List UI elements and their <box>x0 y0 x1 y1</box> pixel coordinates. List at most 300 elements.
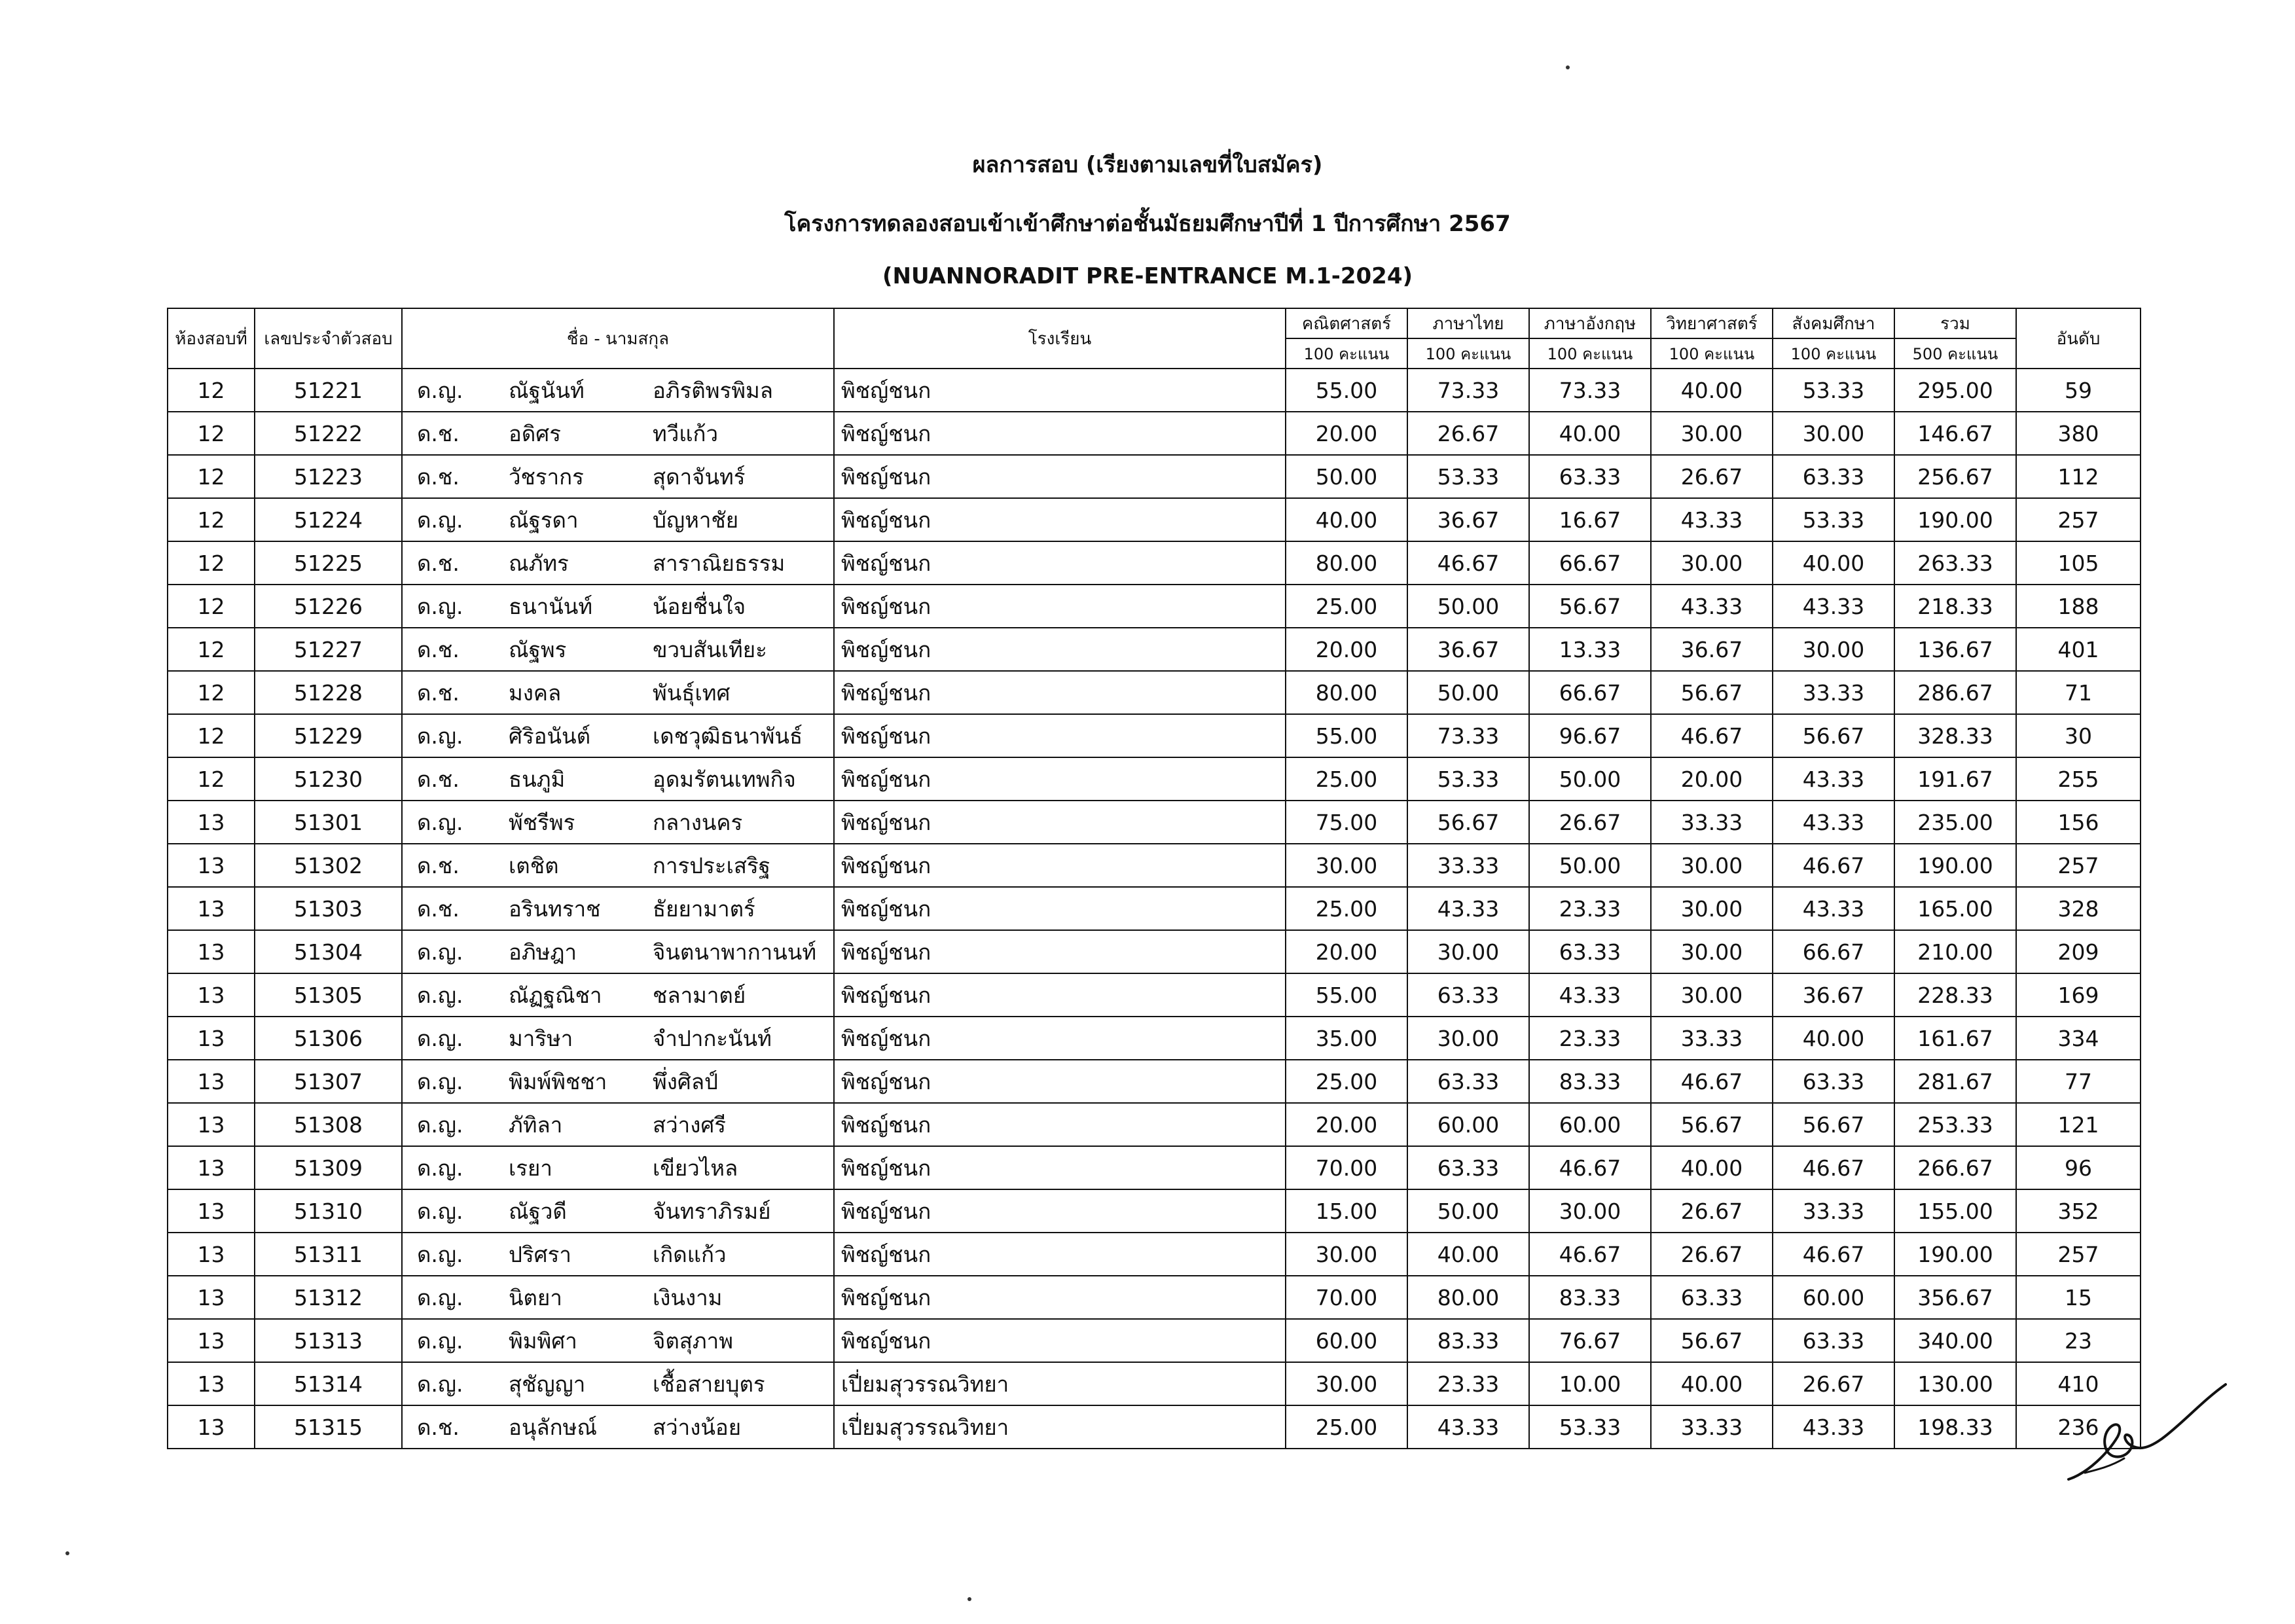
name-cell <box>402 1233 834 1276</box>
science-score-cell: 40.00 <box>1651 1362 1773 1405</box>
rank-cell: 410 <box>2016 1362 2141 1405</box>
social-score-cell: 63.33 <box>1773 1060 1894 1103</box>
title-text: ด.ญ. <box>417 1371 463 1397</box>
rank-cell: 334 <box>2016 1017 2141 1060</box>
total-score-cell: 161.67 <box>1894 1017 2016 1060</box>
total-score-cell: 328.33 <box>1894 714 2016 757</box>
math-score-cell: 50.00 <box>1286 455 1407 498</box>
social-score-cell: 26.67 <box>1773 1362 1894 1405</box>
math-score-cell: 70.00 <box>1286 1146 1407 1189</box>
exam-id-cell: 51314 <box>255 1362 402 1405</box>
math-score-cell: 25.00 <box>1286 1405 1407 1449</box>
thai-score-cell: 26.67 <box>1407 412 1529 455</box>
school-cell: พิชญ์ชนก <box>834 1146 1286 1189</box>
social-score-cell: 46.67 <box>1773 1146 1894 1189</box>
room-cell: 12 <box>168 714 255 757</box>
school-cell: พิชญ์ชนก <box>834 369 1286 412</box>
social-score-cell: 33.33 <box>1773 671 1894 714</box>
header-rank: อันดับ <box>2016 308 2141 369</box>
school-cell: พิชญ์ชนก <box>834 1319 1286 1362</box>
science-score-cell: 26.67 <box>1651 1233 1773 1276</box>
title-text: ด.ญ. <box>417 507 463 533</box>
science-score-cell: 56.67 <box>1651 1319 1773 1362</box>
exam-id-cell: 51304 <box>255 930 402 973</box>
school-cell: พิชญ์ชนก <box>834 757 1286 801</box>
thai-score-cell: 50.00 <box>1407 671 1529 714</box>
last-name-text: ขวบสันเทียะ <box>653 636 767 662</box>
school-cell: พิชญ์ชนก <box>834 585 1286 628</box>
total-score-cell: 340.00 <box>1894 1319 2016 1362</box>
name-cell <box>402 369 834 412</box>
science-score-cell: 46.67 <box>1651 1060 1773 1103</box>
name-cell <box>402 930 834 973</box>
max-score-social: 100 คะแนน <box>1773 338 1894 369</box>
max-score-science: 100 คะแนน <box>1651 338 1773 369</box>
math-score-cell: 20.00 <box>1286 412 1407 455</box>
exam-id-cell: 51230 <box>255 757 402 801</box>
name-cell <box>402 671 834 714</box>
rank-cell: 255 <box>2016 757 2141 801</box>
exam-id-cell: 51312 <box>255 1276 402 1319</box>
document-title: ผลการสอบ (เรียงตามเลขที่ใบสมัคร) <box>972 152 1323 178</box>
school-cell: พิชญ์ชนก <box>834 671 1286 714</box>
name-cell <box>402 1405 834 1449</box>
social-score-cell: 63.33 <box>1773 455 1894 498</box>
title-text: ด.ช. <box>417 463 460 490</box>
math-score-cell: 20.00 <box>1286 628 1407 671</box>
first-name-text: ณัฏฐณิชา <box>509 982 602 1008</box>
header-school: โรงเรียน <box>834 308 1286 369</box>
rank-cell: 236 <box>2016 1405 2141 1449</box>
first-name-text: ภัทิลา <box>509 1111 563 1138</box>
name-cell <box>402 1319 834 1362</box>
total-score-cell: 263.33 <box>1894 541 2016 585</box>
english-score-cell: 10.00 <box>1529 1362 1651 1405</box>
table-row <box>168 930 2141 973</box>
table-row <box>168 801 2141 844</box>
first-name-text: อภิษฎา <box>509 939 577 965</box>
social-score-cell: 60.00 <box>1773 1276 1894 1319</box>
room-cell: 13 <box>168 1233 255 1276</box>
total-score-cell: 165.00 <box>1894 887 2016 930</box>
english-score-cell: 16.67 <box>1529 498 1651 541</box>
science-score-cell: 30.00 <box>1651 930 1773 973</box>
exam-id-cell: 51306 <box>255 1017 402 1060</box>
room-cell: 13 <box>168 1103 255 1146</box>
first-name-text: เรยา <box>509 1155 552 1181</box>
math-score-cell: 55.00 <box>1286 714 1407 757</box>
table-row <box>168 1233 2141 1276</box>
exam-id-cell: 51226 <box>255 585 402 628</box>
english-score-cell: 43.33 <box>1529 973 1651 1017</box>
last-name-text: ชลามาตย์ <box>653 982 746 1008</box>
math-score-cell: 60.00 <box>1286 1319 1407 1362</box>
table-row <box>168 844 2141 887</box>
title-text: ด.ญ. <box>417 1327 463 1354</box>
name-cell <box>402 714 834 757</box>
scan-speck <box>1566 65 1570 69</box>
thai-score-cell: 50.00 <box>1407 1189 1529 1233</box>
exam-id-cell: 51302 <box>255 844 402 887</box>
science-score-cell: 20.00 <box>1651 757 1773 801</box>
max-score-math: 100 คะแนน <box>1286 338 1407 369</box>
rank-cell: 96 <box>2016 1146 2141 1189</box>
school-cell: พิชญ์ชนก <box>834 1276 1286 1319</box>
school-cell: พิชญ์ชนก <box>834 973 1286 1017</box>
name-cell <box>402 1189 834 1233</box>
school-cell: พิชญ์ชนก <box>834 801 1286 844</box>
total-score-cell: 136.67 <box>1894 628 2016 671</box>
first-name-text: สุชัญญา <box>509 1371 586 1397</box>
results-body <box>168 369 2141 1449</box>
social-score-cell: 43.33 <box>1773 757 1894 801</box>
thai-score-cell: 80.00 <box>1407 1276 1529 1319</box>
exam-id-cell: 51228 <box>255 671 402 714</box>
room-cell: 13 <box>168 1060 255 1103</box>
last-name-text: ธัยยามาตร์ <box>653 895 755 922</box>
first-name-text: มงคล <box>509 679 562 706</box>
table-row <box>168 671 2141 714</box>
title-text: ด.ญ. <box>417 1068 463 1094</box>
rank-cell: 59 <box>2016 369 2141 412</box>
school-cell: พิชญ์ชนก <box>834 498 1286 541</box>
total-score-cell: 256.67 <box>1894 455 2016 498</box>
name-cell <box>402 1103 834 1146</box>
room-cell: 12 <box>168 369 255 412</box>
name-cell <box>402 1276 834 1319</box>
rank-cell: 23 <box>2016 1319 2141 1362</box>
table-row <box>168 973 2141 1017</box>
table-row <box>168 1276 2141 1319</box>
rank-cell: 112 <box>2016 455 2141 498</box>
school-cell: พิชญ์ชนก <box>834 887 1286 930</box>
thai-score-cell: 43.33 <box>1407 1405 1529 1449</box>
table-row <box>168 1362 2141 1405</box>
room-cell: 13 <box>168 1146 255 1189</box>
last-name-text: จำปากะนันท์ <box>653 1025 772 1051</box>
rank-cell: 380 <box>2016 412 2141 455</box>
max-score-english: 100 คะแนน <box>1529 338 1651 369</box>
first-name-text: อรินทราช <box>509 895 601 922</box>
header-row <box>168 308 2141 338</box>
school-cell: เปี่ยมสุวรรณวิทยา <box>834 1362 1286 1405</box>
scan-speck <box>967 1597 971 1601</box>
social-score-cell: 53.33 <box>1773 498 1894 541</box>
english-score-cell: 23.33 <box>1529 887 1651 930</box>
math-score-cell: 55.00 <box>1286 369 1407 412</box>
total-score-cell: 295.00 <box>1894 369 2016 412</box>
science-score-cell: 40.00 <box>1651 1146 1773 1189</box>
table-row <box>168 1405 2141 1449</box>
rank-cell: 30 <box>2016 714 2141 757</box>
name-cell <box>402 844 834 887</box>
max-score-thai: 100 คะแนน <box>1407 338 1529 369</box>
science-score-cell: 33.33 <box>1651 1017 1773 1060</box>
english-score-cell: 30.00 <box>1529 1189 1651 1233</box>
science-score-cell: 40.00 <box>1651 369 1773 412</box>
thai-score-cell: 50.00 <box>1407 585 1529 628</box>
room-cell: 13 <box>168 1362 255 1405</box>
name-cell <box>402 628 834 671</box>
rank-cell: 401 <box>2016 628 2141 671</box>
title-text: ด.ญ. <box>417 1284 463 1310</box>
table-row <box>168 887 2141 930</box>
english-score-cell: 46.67 <box>1529 1233 1651 1276</box>
math-score-cell: 35.00 <box>1286 1017 1407 1060</box>
social-score-cell: 66.67 <box>1773 930 1894 973</box>
last-name-text: จิตสุภาพ <box>653 1327 733 1354</box>
exam-id-cell: 51301 <box>255 801 402 844</box>
first-name-text: ณัฐพร <box>509 636 567 662</box>
table-row <box>168 455 2141 498</box>
thai-score-cell: 36.67 <box>1407 628 1529 671</box>
thai-score-cell: 46.67 <box>1407 541 1529 585</box>
name-cell <box>402 541 834 585</box>
title-text: ด.ญ. <box>417 809 463 835</box>
school-cell: พิชญ์ชนก <box>834 412 1286 455</box>
first-name-text: ณัฐนันท์ <box>509 377 585 403</box>
exam-id-cell: 51307 <box>255 1060 402 1103</box>
last-name-text: พันธุ์เทศ <box>653 679 731 706</box>
title-text: ด.ญ. <box>417 377 463 403</box>
room-cell: 13 <box>168 1319 255 1362</box>
last-name-text: กลางนคร <box>653 809 743 835</box>
science-score-cell: 43.33 <box>1651 498 1773 541</box>
exam-id-cell: 51315 <box>255 1405 402 1449</box>
thai-score-cell: 73.33 <box>1407 714 1529 757</box>
rank-cell: 156 <box>2016 801 2141 844</box>
social-score-cell: 63.33 <box>1773 1319 1894 1362</box>
science-score-cell: 30.00 <box>1651 541 1773 585</box>
total-score-cell: 228.33 <box>1894 973 2016 1017</box>
school-cell: พิชญ์ชนก <box>834 541 1286 585</box>
last-name-text: เงินงาม <box>653 1284 723 1310</box>
rank-cell: 257 <box>2016 1233 2141 1276</box>
last-name-text: อภิรติพรพิมล <box>653 377 773 403</box>
rank-cell: 257 <box>2016 498 2141 541</box>
english-score-cell: 66.67 <box>1529 541 1651 585</box>
room-cell: 13 <box>168 1276 255 1319</box>
scan-speck <box>65 1551 69 1555</box>
social-score-cell: 53.33 <box>1773 369 1894 412</box>
school-cell: เปี่ยมสุวรรณวิทยา <box>834 1405 1286 1449</box>
title-text: ด.ช. <box>417 679 460 706</box>
science-score-cell: 26.67 <box>1651 1189 1773 1233</box>
exam-id-cell: 51225 <box>255 541 402 585</box>
science-score-cell: 30.00 <box>1651 973 1773 1017</box>
science-score-cell: 30.00 <box>1651 887 1773 930</box>
title-text: ด.ญ. <box>417 1241 463 1267</box>
last-name-text: สว่างน้อย <box>653 1414 742 1440</box>
thai-score-cell: 53.33 <box>1407 757 1529 801</box>
rank-cell: 77 <box>2016 1060 2141 1103</box>
room-cell: 12 <box>168 628 255 671</box>
exam-id-cell: 51227 <box>255 628 402 671</box>
math-score-cell: 30.00 <box>1286 1362 1407 1405</box>
last-name-text: การประเสริฐ <box>653 852 770 878</box>
science-score-cell: 56.67 <box>1651 1103 1773 1146</box>
table-row <box>168 541 2141 585</box>
room-cell: 13 <box>168 844 255 887</box>
last-name-text: จันทราภิรมย์ <box>653 1198 771 1224</box>
social-score-cell: 46.67 <box>1773 1233 1894 1276</box>
rank-cell: 209 <box>2016 930 2141 973</box>
last-name-text: อุดมรัตนเทพกิจ <box>653 766 796 792</box>
science-score-cell: 56.67 <box>1651 671 1773 714</box>
social-score-cell: 46.67 <box>1773 844 1894 887</box>
room-cell: 12 <box>168 671 255 714</box>
english-score-cell: 96.67 <box>1529 714 1651 757</box>
rank-cell: 71 <box>2016 671 2141 714</box>
thai-score-cell: 53.33 <box>1407 455 1529 498</box>
thai-score-cell: 30.00 <box>1407 930 1529 973</box>
room-cell: 13 <box>168 973 255 1017</box>
header-math: คณิตศาสตร์ <box>1286 308 1407 338</box>
english-score-cell: 63.33 <box>1529 455 1651 498</box>
header-science: วิทยาศาสตร์ <box>1651 308 1773 338</box>
name-cell <box>402 1060 834 1103</box>
english-score-cell: 13.33 <box>1529 628 1651 671</box>
math-score-cell: 25.00 <box>1286 585 1407 628</box>
table-row <box>168 585 2141 628</box>
english-score-cell: 60.00 <box>1529 1103 1651 1146</box>
total-score-cell: 130.00 <box>1894 1362 2016 1405</box>
total-score-cell: 146.67 <box>1894 412 2016 455</box>
thai-score-cell: 40.00 <box>1407 1233 1529 1276</box>
results-table <box>167 308 2141 1449</box>
thai-score-cell: 43.33 <box>1407 887 1529 930</box>
last-name-text: จินตนาพากานนท์ <box>653 939 817 965</box>
last-name-text: เขียวไหล <box>653 1155 738 1181</box>
thai-score-cell: 63.33 <box>1407 1146 1529 1189</box>
rank-cell: 169 <box>2016 973 2141 1017</box>
name-cell <box>402 498 834 541</box>
name-cell <box>402 412 834 455</box>
last-name-text: น้อยชื่นใจ <box>653 593 746 619</box>
school-cell: พิชญ์ชนก <box>834 1189 1286 1233</box>
social-score-cell: 33.33 <box>1773 1189 1894 1233</box>
science-score-cell: 36.67 <box>1651 628 1773 671</box>
thai-score-cell: 33.33 <box>1407 844 1529 887</box>
social-score-cell: 56.67 <box>1773 1103 1894 1146</box>
science-score-cell: 26.67 <box>1651 455 1773 498</box>
math-score-cell: 30.00 <box>1286 1233 1407 1276</box>
total-score-cell: 218.33 <box>1894 585 2016 628</box>
thai-score-cell: 63.33 <box>1407 1060 1529 1103</box>
last-name-text: บัญหาชัย <box>653 507 739 533</box>
table-row <box>168 412 2141 455</box>
total-score-cell: 356.67 <box>1894 1276 2016 1319</box>
title-text: ด.ญ. <box>417 982 463 1008</box>
title-text: ด.ญ. <box>417 723 463 749</box>
math-score-cell: 20.00 <box>1286 930 1407 973</box>
exam-id-cell: 51309 <box>255 1146 402 1189</box>
social-score-cell: 43.33 <box>1773 887 1894 930</box>
math-score-cell: 80.00 <box>1286 541 1407 585</box>
name-cell <box>402 1362 834 1405</box>
thai-score-cell: 36.67 <box>1407 498 1529 541</box>
thai-score-cell: 73.33 <box>1407 369 1529 412</box>
table-row <box>168 714 2141 757</box>
table-row <box>168 369 2141 412</box>
math-score-cell: 25.00 <box>1286 887 1407 930</box>
total-score-cell: 281.67 <box>1894 1060 2016 1103</box>
signature-image <box>2062 1375 2232 1486</box>
room-cell: 13 <box>168 887 255 930</box>
english-score-cell: 53.33 <box>1529 1405 1651 1449</box>
math-score-cell: 55.00 <box>1286 973 1407 1017</box>
last-name-text: สว่างศรี <box>653 1111 726 1138</box>
room-cell: 13 <box>168 801 255 844</box>
english-score-cell: 76.67 <box>1529 1319 1651 1362</box>
science-score-cell: 30.00 <box>1651 844 1773 887</box>
max-score-total: 500 คะแนน <box>1894 338 2016 369</box>
first-name-text: ณัฐรดา <box>509 507 579 533</box>
title-text: ด.ช. <box>417 895 460 922</box>
exam-id-cell: 51223 <box>255 455 402 498</box>
exam-id-cell: 51224 <box>255 498 402 541</box>
math-score-cell: 80.00 <box>1286 671 1407 714</box>
name-cell <box>402 1017 834 1060</box>
first-name-text: พัชรีพร <box>509 809 575 835</box>
table-row <box>168 1146 2141 1189</box>
thai-score-cell: 56.67 <box>1407 801 1529 844</box>
school-cell: พิชญ์ชนก <box>834 455 1286 498</box>
exam-id-cell: 51313 <box>255 1319 402 1362</box>
exam-id-cell: 51303 <box>255 887 402 930</box>
social-score-cell: 36.67 <box>1773 973 1894 1017</box>
first-name-text: ศิริอนันต์ <box>509 723 591 749</box>
thai-score-cell: 30.00 <box>1407 1017 1529 1060</box>
social-score-cell: 40.00 <box>1773 541 1894 585</box>
last-name-text: สุดาจันทร์ <box>653 463 746 490</box>
school-cell: พิชญ์ชนก <box>834 930 1286 973</box>
rank-cell: 328 <box>2016 887 2141 930</box>
first-name-text: อนุลักษณ์ <box>509 1414 597 1440</box>
header-room: ห้องสอบที่ <box>168 308 255 369</box>
school-cell: พิชญ์ชนก <box>834 844 1286 887</box>
table-row <box>168 498 2141 541</box>
first-name-text: มาริษา <box>509 1025 573 1051</box>
english-score-cell: 26.67 <box>1529 801 1651 844</box>
school-cell: พิชญ์ชนก <box>834 1060 1286 1103</box>
math-score-cell: 20.00 <box>1286 1103 1407 1146</box>
last-name-text: ทวีแก้ว <box>653 420 719 446</box>
room-cell: 12 <box>168 412 255 455</box>
thai-score-cell: 23.33 <box>1407 1362 1529 1405</box>
first-name-text: พิมพ์พิชชา <box>509 1068 607 1094</box>
last-name-text: สาราณิยธรรม <box>653 550 786 576</box>
room-cell: 13 <box>168 1017 255 1060</box>
header-exam-id: เลขประจำตัวสอบ <box>255 308 402 369</box>
science-score-cell: 30.00 <box>1651 412 1773 455</box>
name-cell <box>402 455 834 498</box>
first-name-text: อดิศร <box>509 420 561 446</box>
english-score-cell: 56.67 <box>1529 585 1651 628</box>
header-total: รวม <box>1894 308 2016 338</box>
title-text: ด.ญ. <box>417 939 463 965</box>
english-score-cell: 50.00 <box>1529 757 1651 801</box>
total-score-cell: 286.67 <box>1894 671 2016 714</box>
title-text: ด.ญ. <box>417 1155 463 1181</box>
first-name-text: ณัฐวดี <box>509 1198 567 1224</box>
total-score-cell: 155.00 <box>1894 1189 2016 1233</box>
english-score-cell: 66.67 <box>1529 671 1651 714</box>
english-score-cell: 83.33 <box>1529 1276 1651 1319</box>
header-english: ภาษาอังกฤษ <box>1529 308 1651 338</box>
english-score-cell: 46.67 <box>1529 1146 1651 1189</box>
science-score-cell: 63.33 <box>1651 1276 1773 1319</box>
